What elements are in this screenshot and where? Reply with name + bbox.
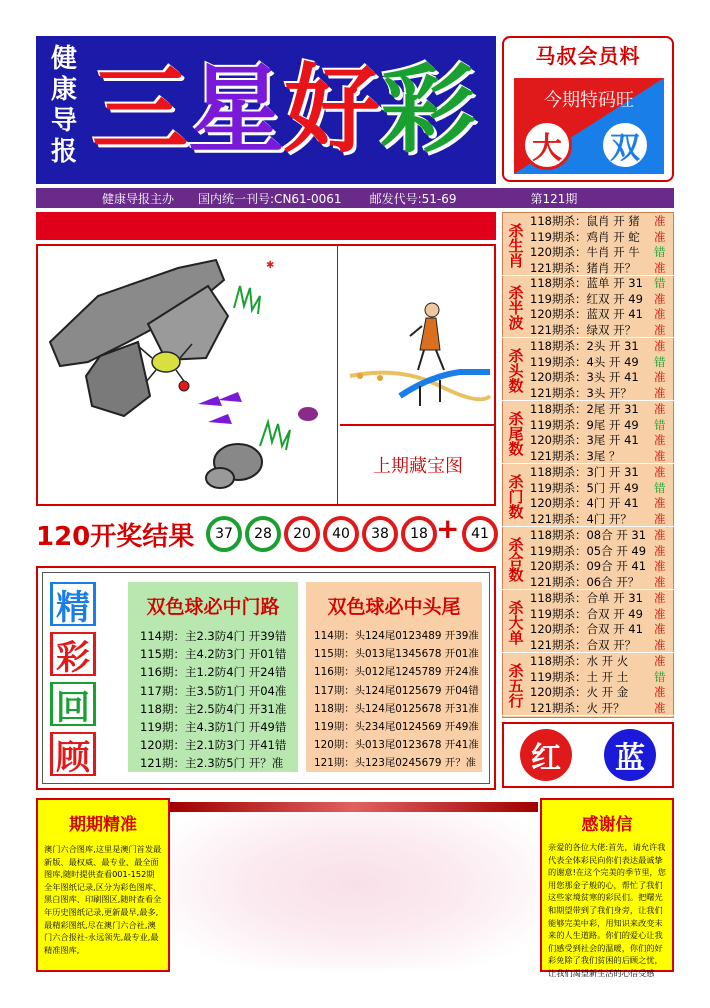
info-bar xyxy=(36,188,674,208)
kill-row-text: 118期杀：水 开 火 xyxy=(530,654,629,668)
kill-row-status: 准 xyxy=(654,511,666,526)
head-tail-line: 120期：头013尾0123678 开41准 xyxy=(314,739,479,752)
kill-row-status: 准 xyxy=(654,591,666,605)
kill-row-text: 118期杀：3门 开 31 xyxy=(530,465,639,479)
treasure-map-image xyxy=(38,246,338,504)
review-char-jing xyxy=(48,580,98,628)
center-graphic xyxy=(170,802,538,968)
review-char-gu xyxy=(48,730,98,778)
kill-row xyxy=(530,654,666,670)
kill-section xyxy=(502,591,674,653)
kill-section xyxy=(502,528,674,590)
kill-row xyxy=(530,685,666,701)
kill-row-status: 准 xyxy=(654,528,666,542)
kill-row xyxy=(530,700,666,717)
kill-row xyxy=(530,448,666,465)
rocks-crab-illustration xyxy=(38,246,338,504)
kill-row xyxy=(530,339,666,355)
result-ball: 38 xyxy=(362,516,398,552)
member-title: 马叔会员料 xyxy=(535,44,641,68)
kill-row-status: 准 xyxy=(654,574,666,589)
kill-row-text: 119期杀：土 开 土 xyxy=(530,669,629,684)
side-char: 健 xyxy=(50,44,77,74)
highlight-box xyxy=(502,722,674,788)
kill-row-status: 准 xyxy=(654,654,666,668)
kill-row-text: 121期杀：3尾 ？ xyxy=(530,448,621,463)
kill-section-label: 杀门数 xyxy=(506,473,525,519)
results-label: 120开奖结果 xyxy=(36,522,195,552)
review-char: 精 xyxy=(53,584,93,624)
kill-row-text: 120期杀：牛肖 开 牛 xyxy=(530,245,640,259)
kill-row xyxy=(530,669,666,686)
head-tail-line: 116期：头012尾1245789 开24准 xyxy=(314,666,479,679)
kill-row xyxy=(530,543,666,560)
side-char: 康 xyxy=(50,75,77,105)
kill-row-text: 121期杀：火 开？ xyxy=(530,700,625,715)
kill-row-text: 118期杀：08合 开 31 xyxy=(530,528,647,542)
kill-section-label: 杀大单 xyxy=(506,599,525,645)
kill-row xyxy=(530,496,666,512)
door-route-line: 119期：主4.3防1门 开49错 xyxy=(140,720,287,735)
kill-row xyxy=(530,559,666,575)
head-tail-line: 118期：头124尾0125678 开31准 xyxy=(314,702,479,715)
result-ball: 37 xyxy=(206,516,242,552)
side-char: 导 xyxy=(50,106,77,136)
result-ball: 18 xyxy=(401,516,437,552)
special-ball: 41 xyxy=(462,516,498,552)
kill-row xyxy=(530,591,666,607)
kill-row-text: 119期杀：红双 开 49 xyxy=(530,291,643,306)
kill-row xyxy=(530,417,666,434)
kill-row xyxy=(530,307,666,323)
title-char: 星 xyxy=(188,54,284,166)
kill-row xyxy=(530,511,666,528)
head-tail-line: 117期：头124尾0125679 开04错 xyxy=(314,684,479,697)
kill-section xyxy=(502,339,674,401)
kill-row-status: 准 xyxy=(654,448,666,463)
door-route-line: 115期：主4.2防3门 开01错 xyxy=(140,647,287,662)
kill-row-text: 119期杀：合双 开 49 xyxy=(530,606,643,621)
kill-row-text: 121期杀：绿双 开？ xyxy=(530,322,637,337)
info-issue: 第121期 xyxy=(530,191,578,206)
kill-row-status: 准 xyxy=(654,260,666,275)
kill-row-status: 准 xyxy=(654,700,666,715)
masthead-title xyxy=(92,40,492,180)
kill-row xyxy=(530,528,666,544)
figure-illustration xyxy=(340,246,494,422)
kill-row-status: 准 xyxy=(654,559,666,573)
kill-section-label: 杀五行 xyxy=(506,662,525,708)
kill-row-status: 错 xyxy=(654,669,666,684)
result-ball: 40 xyxy=(323,516,359,552)
kill-section-label: 杀头数 xyxy=(506,347,525,393)
kill-row-status: 准 xyxy=(654,370,666,384)
kill-row xyxy=(530,214,666,230)
kill-row-text: 119期杀：9尾 开 49 xyxy=(530,417,639,432)
kill-row-text: 120期杀：蓝双 开 41 xyxy=(530,307,643,321)
review-char-hui xyxy=(48,680,98,728)
kill-row-text: 118期杀：蓝单 开 31 xyxy=(530,276,643,290)
kill-row-status: 准 xyxy=(654,543,666,558)
kill-row xyxy=(530,622,666,638)
result-ball: 28 xyxy=(245,516,281,552)
kill-row-text: 119期杀：05合 开 49 xyxy=(530,543,647,558)
head-tail-line: 114期：头124尾0123489 开39准 xyxy=(314,630,479,642)
walking-figure-illustration xyxy=(340,246,494,422)
title-char: 三 xyxy=(92,54,188,166)
title-char: 好 xyxy=(284,54,380,166)
accuracy-body: 澳门六合图库,这里是澳门首发最新版、最权威、最专业、最全面图库,随时提供查看001-152期全年图纸记录,区分为彩色图库、黑白图库、印刷图区,随时查看全年历史图纸记录,更新最早,最多,最精彩图纸,尽在澳门六合社,澳门六合报社-永远领先,最专业,最精准图库, xyxy=(44,844,162,955)
kill-row xyxy=(530,370,666,386)
kill-row-text: 118期杀：2头 开 31 xyxy=(530,339,639,353)
picture-caption: 上期藏宝图 xyxy=(340,424,496,504)
kill-section xyxy=(502,276,674,338)
info-post: 邮发代号:51-69 xyxy=(369,191,457,206)
head-tail-box xyxy=(306,582,482,772)
pick-double: 双 xyxy=(600,120,650,170)
kill-row xyxy=(530,402,666,418)
kill-row xyxy=(530,354,666,371)
kill-row-status: 准 xyxy=(654,622,666,636)
kill-row-text: 118期杀：合单 开 31 xyxy=(530,591,643,605)
kill-section-label: 杀半波 xyxy=(506,284,525,330)
kill-row-text: 120期杀：合双 开 41 xyxy=(530,622,643,636)
kill-row-status: 错 xyxy=(654,417,666,432)
masthead-side-text xyxy=(44,44,84,168)
kill-row-text: 118期杀：2尾 开 31 xyxy=(530,402,639,416)
kill-section xyxy=(502,402,674,464)
kill-section-label: 杀生肖 xyxy=(506,222,525,268)
red-banner xyxy=(36,212,496,240)
kill-row-text: 121期杀：4门 开？ xyxy=(530,511,632,526)
kill-row-text: 120期杀：4门 开 41 xyxy=(530,496,639,510)
kill-row-status: 准 xyxy=(654,322,666,337)
kill-row-text: 120期杀：3尾 开 41 xyxy=(530,433,639,447)
kill-row-status: 准 xyxy=(654,385,666,400)
title-char: 彩 xyxy=(380,54,476,166)
member-subtitle: 今期特码旺 xyxy=(544,90,634,111)
door-route-line: 117期：主3.5防1门 开04准 xyxy=(140,683,287,698)
kill-row xyxy=(530,229,666,246)
svg-text:✱: ✱ xyxy=(266,260,275,271)
pick-big: 大 xyxy=(522,120,572,170)
thank-you-panel xyxy=(540,798,674,978)
kill-row-text: 118期杀：鼠肖 开 猪 xyxy=(530,214,640,228)
thank-you-title: 感谢信 xyxy=(581,815,633,835)
kill-row-status: 错 xyxy=(654,276,666,290)
kill-row-text: 120期杀：火 开 金 xyxy=(530,685,629,699)
kill-section xyxy=(502,214,674,276)
kill-row xyxy=(530,260,666,277)
kill-section xyxy=(502,465,674,527)
highlight-blue: 蓝 xyxy=(604,729,656,781)
result-ball: 20 xyxy=(284,516,320,552)
kill-row-text: 121期杀：合双 开？ xyxy=(530,637,637,652)
kill-row xyxy=(530,291,666,308)
kill-row-status: 准 xyxy=(654,339,666,353)
kill-row xyxy=(530,574,666,591)
kill-row-status: 准 xyxy=(654,465,666,479)
kill-row-text: 121期杀：3头 开？ xyxy=(530,385,632,400)
head-tail-line: 115期：头013尾1345678 开01准 xyxy=(314,648,479,661)
accuracy-panel xyxy=(36,798,170,972)
kill-row xyxy=(530,480,666,497)
kill-row xyxy=(530,245,666,261)
kill-row-text: 119期杀：鸡肖 开 蛇 xyxy=(530,229,640,244)
accuracy-title: 期期精准 xyxy=(69,815,137,835)
review-char: 顾 xyxy=(53,734,93,774)
kill-row-status: 准 xyxy=(654,433,666,447)
kill-row xyxy=(530,606,666,623)
highlight-red: 红 xyxy=(520,729,572,781)
kill-row-text: 121期杀：06合 开？ xyxy=(530,574,640,589)
kill-row-status: 准 xyxy=(654,637,666,652)
thank-you-body: 亲爱的各位大佬:首先，请允许我代表全体彩民向你们表达最诚挚的谢意!在这个完美的季节里，您用您那金子般的心，帮忙了我们这些家境贫寒的彩民们。把曙光和期望带到了我们身旁，让我们能够完美中彩，用知识来改变未来的人生道路。你们的爱心让我们感受到社会的温暖，你们的好彩免除了我们贫困的后顾之忧，让我们渴望新生活的心信受感 xyxy=(548,842,666,978)
review-char: 回 xyxy=(53,684,93,724)
kill-row-status: 准 xyxy=(654,496,666,510)
kill-row-status: 准 xyxy=(654,291,666,306)
door-route-line: 120期：主2.1防3门 开41错 xyxy=(140,738,287,753)
kill-row-text: 120期杀：3头 开 41 xyxy=(530,370,639,384)
plus-sign: + xyxy=(436,512,460,545)
kill-row-text: 119期杀：4头 开 49 xyxy=(530,354,639,369)
head-tail-title: 双色球必中头尾 xyxy=(327,596,461,618)
info-issn: 国内统一刊号:CN61-0061 xyxy=(198,191,342,206)
door-route-line: 114期：主2.3防4门 开39错 xyxy=(140,629,287,643)
kill-section-label: 杀尾数 xyxy=(506,410,525,456)
kill-row xyxy=(530,433,666,449)
kill-row-text: 119期杀：5门 开 49 xyxy=(530,480,639,495)
kill-row xyxy=(530,385,666,402)
kill-section-label: 杀合数 xyxy=(506,536,525,582)
door-route-line: 118期：主2.5防4门 开31准 xyxy=(140,701,287,716)
member-box xyxy=(502,36,674,182)
kill-row xyxy=(530,276,666,292)
kill-row-status: 准 xyxy=(654,402,666,416)
kill-row-status: 错 xyxy=(654,480,666,495)
kill-row xyxy=(530,637,666,654)
door-route-line: 121期：主2.3防5门 开？准 xyxy=(140,756,284,771)
kill-row-status: 准 xyxy=(654,606,666,621)
kill-row-status: 错 xyxy=(654,354,666,369)
center-graphic-border xyxy=(170,802,538,812)
kill-row-status: 准 xyxy=(654,229,666,244)
kill-row-status: 准 xyxy=(654,685,666,699)
kill-row-text: 120期杀：09合 开 41 xyxy=(530,559,647,573)
kill-row-text: 121期杀：猪肖 开？ xyxy=(530,260,637,275)
head-tail-line: 119期：头234尾0124569 开49准 xyxy=(314,721,479,734)
review-char-cai xyxy=(48,630,98,678)
kill-row-status: 准 xyxy=(654,214,666,228)
kill-row-status: 错 xyxy=(654,245,666,259)
door-route-title: 双色球必中门路 xyxy=(146,596,280,618)
review-char: 彩 xyxy=(53,634,93,674)
kill-row xyxy=(530,322,666,339)
head-tail-line: 121期：头123尾0245679 开？准 xyxy=(314,757,476,770)
kill-row-status: 准 xyxy=(654,307,666,321)
kill-row xyxy=(530,465,666,481)
side-char: 报 xyxy=(50,137,77,167)
door-route-box xyxy=(128,582,298,772)
door-route-line: 116期：主1.2防4门 开24错 xyxy=(140,665,287,680)
kill-section xyxy=(502,654,674,716)
info-sponsor: 健康导报主办 xyxy=(102,191,175,206)
